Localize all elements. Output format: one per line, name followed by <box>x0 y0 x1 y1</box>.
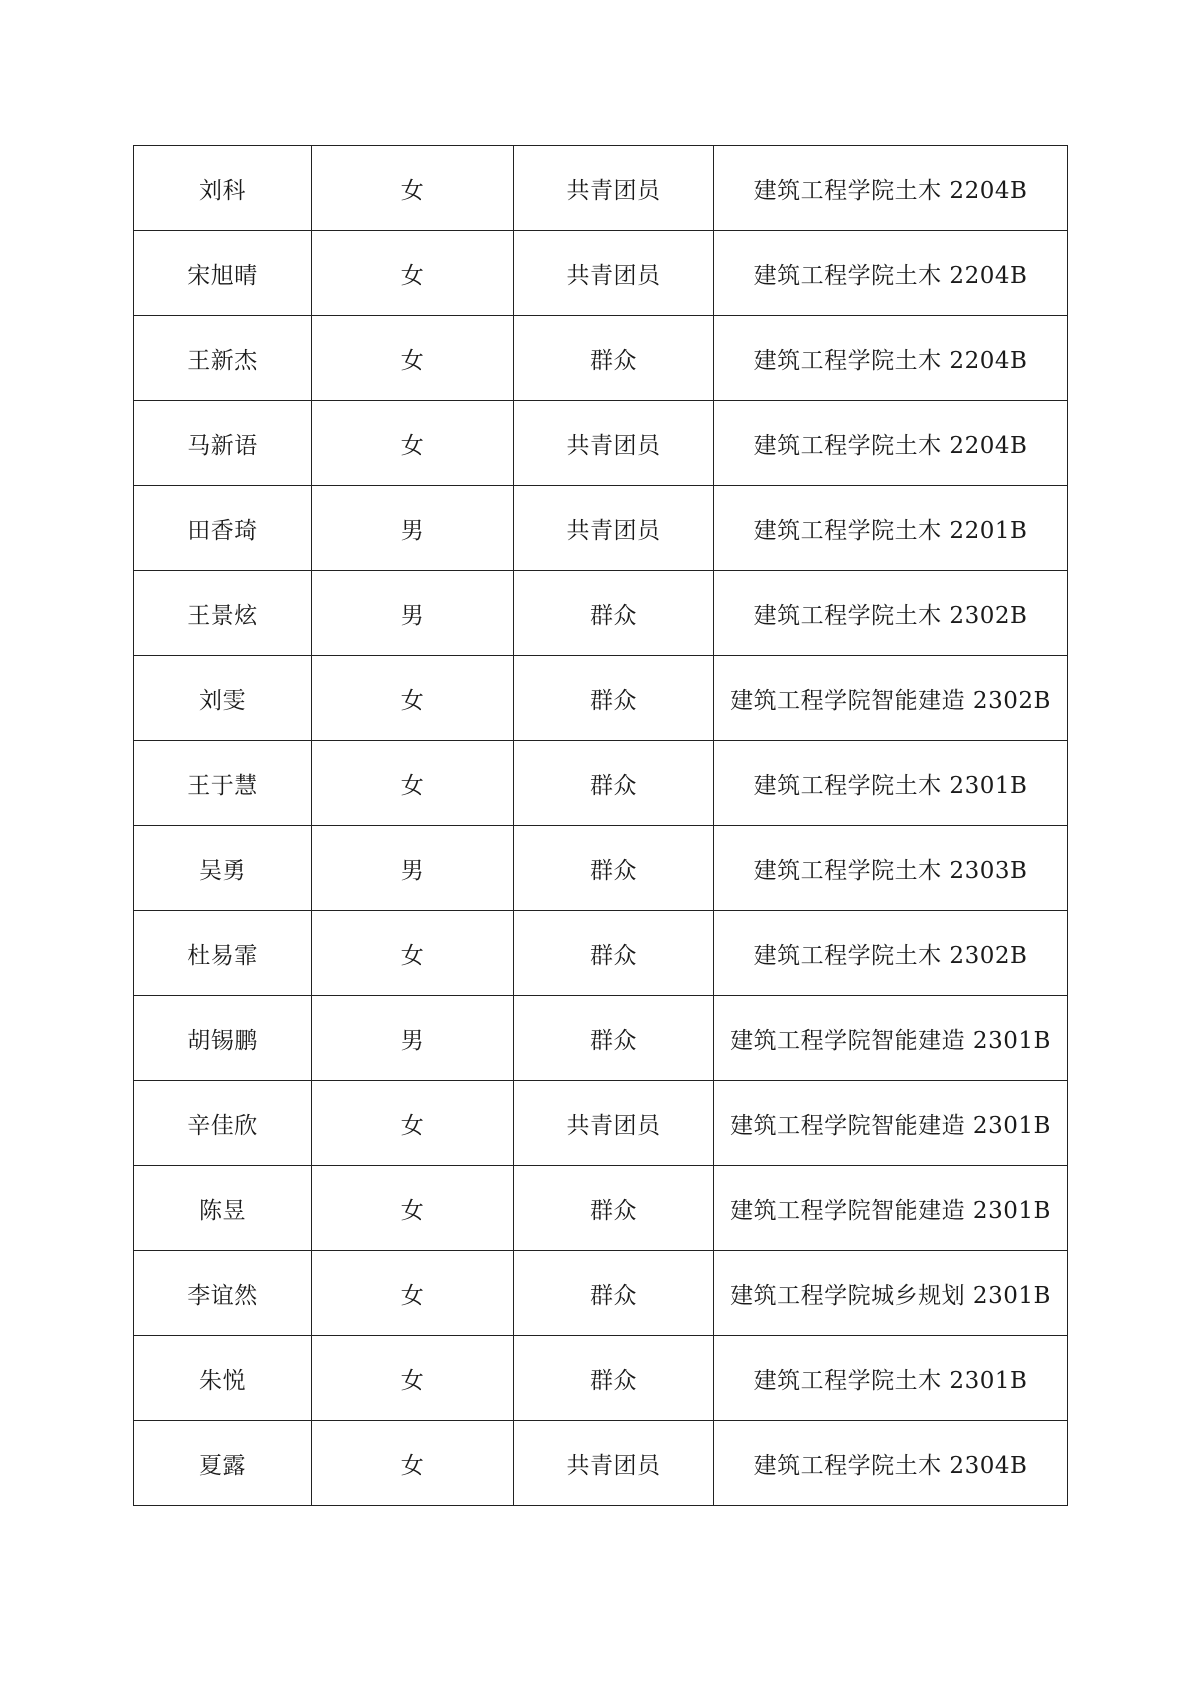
cell-name: 王景炫 <box>134 571 312 656</box>
cell-unit: 建筑工程学院智能建造 2301B <box>714 1081 1068 1166</box>
cell-name: 王新杰 <box>134 316 312 401</box>
table-row <box>134 1166 1068 1251</box>
cell-unit: 建筑工程学院城乡规划 2301B <box>714 1251 1068 1336</box>
cell-political-status: 群众 <box>514 911 714 996</box>
table-row <box>134 656 1068 741</box>
table-row <box>134 486 1068 571</box>
cell-political-status: 群众 <box>514 1166 714 1251</box>
table-row <box>134 1336 1068 1421</box>
cell-unit: 建筑工程学院土木 2204B <box>714 316 1068 401</box>
cell-name: 马新语 <box>134 401 312 486</box>
cell-name: 夏露 <box>134 1421 312 1506</box>
cell-unit: 建筑工程学院土木 2204B <box>714 146 1068 231</box>
cell-gender: 女 <box>312 656 514 741</box>
cell-name: 朱悦 <box>134 1336 312 1421</box>
cell-gender: 男 <box>312 826 514 911</box>
cell-unit: 建筑工程学院智能建造 2301B <box>714 1166 1068 1251</box>
cell-political-status: 群众 <box>514 996 714 1081</box>
cell-political-status: 群众 <box>514 571 714 656</box>
cell-unit: 建筑工程学院智能建造 2302B <box>714 656 1068 741</box>
cell-name: 陈昱 <box>134 1166 312 1251</box>
table-row <box>134 1421 1068 1506</box>
cell-gender: 女 <box>312 1081 514 1166</box>
cell-name: 辛佳欣 <box>134 1081 312 1166</box>
table-row <box>134 996 1068 1081</box>
table-row <box>134 571 1068 656</box>
cell-unit: 建筑工程学院土木 2302B <box>714 571 1068 656</box>
cell-gender: 女 <box>312 1166 514 1251</box>
cell-unit: 建筑工程学院土木 2201B <box>714 486 1068 571</box>
table-row <box>134 911 1068 996</box>
cell-political-status: 群众 <box>514 826 714 911</box>
cell-political-status: 群众 <box>514 1336 714 1421</box>
cell-gender: 女 <box>312 911 514 996</box>
cell-unit: 建筑工程学院土木 2302B <box>714 911 1068 996</box>
cell-name: 李谊然 <box>134 1251 312 1336</box>
cell-unit: 建筑工程学院土木 2301B <box>714 1336 1068 1421</box>
cell-name: 田香琦 <box>134 486 312 571</box>
cell-political-status: 共青团员 <box>514 401 714 486</box>
table-row <box>134 826 1068 911</box>
table-row <box>134 146 1068 231</box>
cell-unit: 建筑工程学院土木 2304B <box>714 1421 1068 1506</box>
cell-gender: 女 <box>312 316 514 401</box>
cell-name: 宋旭晴 <box>134 231 312 316</box>
table-row <box>134 401 1068 486</box>
cell-gender: 女 <box>312 231 514 316</box>
cell-political-status: 群众 <box>514 656 714 741</box>
cell-name: 刘雯 <box>134 656 312 741</box>
cell-political-status: 共青团员 <box>514 1421 714 1506</box>
member-table <box>133 145 1068 1506</box>
cell-name: 杜易霏 <box>134 911 312 996</box>
cell-political-status: 共青团员 <box>514 486 714 571</box>
cell-political-status: 群众 <box>514 316 714 401</box>
cell-gender: 女 <box>312 1421 514 1506</box>
cell-gender: 男 <box>312 996 514 1081</box>
table-row <box>134 1251 1068 1336</box>
table-row <box>134 231 1068 316</box>
table-row <box>134 316 1068 401</box>
cell-name: 胡锡鹏 <box>134 996 312 1081</box>
cell-political-status: 共青团员 <box>514 146 714 231</box>
cell-name: 王于慧 <box>134 741 312 826</box>
cell-gender: 男 <box>312 571 514 656</box>
cell-unit: 建筑工程学院土木 2204B <box>714 231 1068 316</box>
cell-political-status: 群众 <box>514 741 714 826</box>
cell-unit: 建筑工程学院智能建造 2301B <box>714 996 1068 1081</box>
cell-unit: 建筑工程学院土木 2204B <box>714 401 1068 486</box>
cell-gender: 女 <box>312 146 514 231</box>
cell-political-status: 群众 <box>514 1251 714 1336</box>
cell-name: 吴勇 <box>134 826 312 911</box>
cell-gender: 女 <box>312 401 514 486</box>
table-row <box>134 1081 1068 1166</box>
cell-gender: 女 <box>312 741 514 826</box>
cell-gender: 男 <box>312 486 514 571</box>
cell-unit: 建筑工程学院土木 2303B <box>714 826 1068 911</box>
cell-political-status: 共青团员 <box>514 1081 714 1166</box>
cell-unit: 建筑工程学院土木 2301B <box>714 741 1068 826</box>
table-body <box>134 146 1068 1506</box>
cell-political-status: 共青团员 <box>514 231 714 316</box>
cell-name: 刘科 <box>134 146 312 231</box>
table-row <box>134 741 1068 826</box>
cell-gender: 女 <box>312 1336 514 1421</box>
cell-gender: 女 <box>312 1251 514 1336</box>
